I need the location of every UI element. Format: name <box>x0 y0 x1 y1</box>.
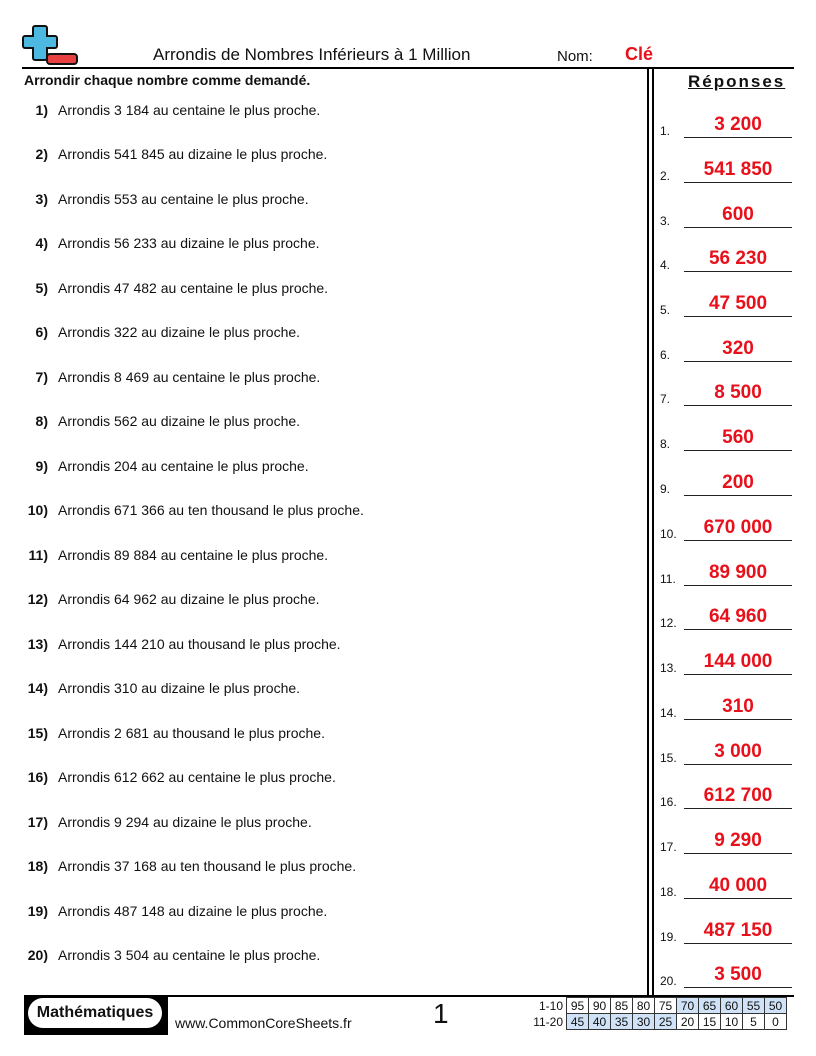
question-item <box>0 324 300 340</box>
answer-value: 47 500 <box>708 293 768 314</box>
question-text: Arrondis 487 148 au dizaine le plus proche. <box>58 903 328 919</box>
answer-number: 20. <box>660 974 677 988</box>
score-cell: 50 <box>765 998 787 1014</box>
score-cell: 80 <box>633 998 655 1014</box>
answer-line <box>684 271 792 272</box>
answer-line <box>684 585 792 586</box>
answer-line <box>684 405 792 406</box>
question-text: Arrondis 612 662 au centaine le plus proche. <box>58 769 336 785</box>
question-item <box>0 102 320 118</box>
answer-value: 144 000 <box>703 651 773 672</box>
question-number: 2) <box>35 146 48 162</box>
answer-item <box>660 108 800 138</box>
question-text: Arrondis 553 au centaine le plus proche. <box>58 191 309 207</box>
question-number: 14) <box>27 680 48 696</box>
score-cell: 0 <box>765 1014 787 1030</box>
question-item <box>0 725 325 741</box>
answer-value: 3 000 <box>714 741 762 762</box>
answer-value: 64 960 <box>708 606 768 627</box>
score-cell: 70 <box>677 998 699 1014</box>
answer-value: 3 200 <box>714 114 762 135</box>
answer-item <box>660 914 800 944</box>
answer-item <box>660 824 800 854</box>
question-text: Arrondis 2 681 au thousand le plus proche. <box>58 725 325 741</box>
question-item <box>0 191 309 207</box>
answer-value: 612 700 <box>703 785 773 806</box>
score-cell: 45 <box>567 1014 589 1030</box>
question-item <box>0 858 356 874</box>
answer-item <box>660 690 800 720</box>
question-text: Arrondis 37 168 au ten thousand le plus proche. <box>58 858 357 874</box>
answer-value: 487 150 <box>703 920 773 941</box>
question-text: Arrondis 562 au dizaine le plus proche. <box>58 413 301 429</box>
question-text: Arrondis 310 au dizaine le plus proche. <box>58 680 301 696</box>
question-text: Arrondis 89 884 au centaine le plus proche. <box>58 547 329 563</box>
answer-value: 3 500 <box>714 964 762 985</box>
score-row-label: 1-10 <box>538 998 563 1013</box>
question-number: 9) <box>35 458 48 474</box>
answer-line <box>684 361 792 362</box>
page-number: 1 <box>433 998 449 1029</box>
answer-value: 320 <box>722 338 754 359</box>
answer-value: 600 <box>722 204 754 225</box>
question-number: 15) <box>27 725 48 741</box>
answer-number: 16. <box>660 795 677 809</box>
question-text: Arrondis 9 294 au dizaine le plus proche. <box>58 814 312 830</box>
site-url: www.CommonCoreSheets.fr <box>175 1015 352 1031</box>
answer-value: 670 000 <box>703 517 773 538</box>
answer-line <box>684 227 792 228</box>
answers-header: Réponses <box>688 72 786 91</box>
answer-value: 200 <box>722 472 754 493</box>
column-divider <box>647 68 649 996</box>
answer-number: 11. <box>660 572 676 586</box>
score-table <box>525 997 787 1030</box>
answer-line <box>684 943 792 944</box>
answer-item <box>660 287 800 317</box>
question-item <box>0 458 309 474</box>
question-item <box>0 369 320 385</box>
score-cell: 30 <box>633 1014 655 1030</box>
question-item <box>0 769 336 785</box>
answer-number: 12. <box>660 616 677 630</box>
name-value: Clé <box>625 44 654 64</box>
question-number: 16) <box>27 769 48 785</box>
answer-line <box>684 853 792 854</box>
answer-line <box>684 674 792 675</box>
answer-value: 40 000 <box>708 875 768 896</box>
question-item <box>0 146 327 162</box>
question-text: Arrondis 3 504 au centaine le plus proche. <box>58 947 321 963</box>
answer-number: 4. <box>660 258 671 272</box>
answer-item <box>660 332 800 362</box>
question-text: Arrondis 144 210 au thousand le plus proche. <box>58 636 341 652</box>
question-item <box>0 591 320 607</box>
answer-item <box>660 869 800 899</box>
score-cell: 95 <box>567 998 589 1014</box>
question-text: Arrondis 47 482 au centaine le plus proche. <box>58 280 329 296</box>
answer-number: 8. <box>660 437 671 451</box>
answer-line <box>684 808 792 809</box>
question-number: 11) <box>28 547 48 563</box>
question-item <box>0 947 320 963</box>
answer-number: 1. <box>660 124 671 138</box>
question-number: 18) <box>27 858 48 874</box>
column-divider <box>652 68 654 996</box>
question-text: Arrondis 64 962 au dizaine le plus proche. <box>58 591 320 607</box>
answer-item <box>660 556 800 586</box>
question-number: 13) <box>27 636 48 652</box>
score-cell: 85 <box>611 998 633 1014</box>
answer-value: 560 <box>722 427 754 448</box>
question-number: 12) <box>27 591 48 607</box>
worksheet-title: Arrondis de Nombres Inférieurs à 1 Million <box>153 45 471 64</box>
answer-line <box>684 764 792 765</box>
question-number: 4) <box>35 235 48 251</box>
answer-number: 17. <box>660 840 677 854</box>
question-text: Arrondis 8 469 au centaine le plus proche. <box>58 369 321 385</box>
score-cell: 10 <box>721 1014 743 1030</box>
answer-number: 19. <box>660 930 677 944</box>
answer-item <box>660 645 800 675</box>
answer-number: 15. <box>660 751 677 765</box>
answer-item <box>660 511 800 541</box>
answer-line <box>684 182 792 183</box>
answer-line <box>684 316 792 317</box>
answer-line <box>684 137 792 138</box>
answer-number: 13. <box>660 661 677 675</box>
name-label: Nom: <box>557 48 593 65</box>
score-cell: 65 <box>699 998 721 1014</box>
score-row <box>525 998 787 1014</box>
question-number: 17) <box>27 814 48 830</box>
answer-item <box>660 198 800 228</box>
logo-icon <box>22 24 80 66</box>
question-item <box>0 680 300 696</box>
answer-number: 10. <box>660 527 677 541</box>
answer-item <box>660 958 800 988</box>
answer-line <box>684 719 792 720</box>
answer-value: 9 290 <box>714 830 762 851</box>
question-text: Arrondis 3 184 au centaine le plus proche. <box>58 102 321 118</box>
question-item <box>0 235 320 251</box>
score-row <box>525 1014 787 1030</box>
question-item <box>0 814 312 830</box>
answer-value: 541 850 <box>703 159 773 180</box>
answer-number: 5. <box>660 303 671 317</box>
answer-line <box>684 629 792 630</box>
question-number: 5) <box>35 280 48 296</box>
answer-number: 9. <box>660 482 671 496</box>
answer-item <box>660 242 800 272</box>
question-item <box>0 502 364 518</box>
score-cell: 60 <box>721 998 743 1014</box>
question-number: 19) <box>27 903 48 919</box>
answer-item <box>660 376 800 406</box>
score-cell: 35 <box>611 1014 633 1030</box>
answer-item <box>660 466 800 496</box>
question-number: 6) <box>35 324 48 340</box>
answer-item <box>660 153 800 183</box>
question-item <box>0 547 328 563</box>
question-number: 3) <box>35 191 48 207</box>
answer-number: 14. <box>660 706 677 720</box>
answer-value: 310 <box>722 696 754 717</box>
question-text: Arrondis 541 845 au dizaine le plus proche. <box>58 146 328 162</box>
answer-number: 6. <box>660 348 671 362</box>
question-text: Arrondis 56 233 au dizaine le plus proche. <box>58 235 320 251</box>
answer-item <box>660 735 800 765</box>
answer-value: 8 500 <box>714 382 762 403</box>
answer-line <box>684 450 792 451</box>
answer-value: 89 900 <box>708 562 768 583</box>
answer-line <box>684 898 792 899</box>
score-cell: 55 <box>743 998 765 1014</box>
answer-number: 2. <box>660 169 671 183</box>
answer-number: 18. <box>660 885 677 899</box>
score-cell: 25 <box>655 1014 677 1030</box>
header-rule <box>22 67 794 69</box>
answer-line <box>684 540 792 541</box>
answer-number: 3. <box>660 214 671 228</box>
score-cell: 20 <box>677 1014 699 1030</box>
question-item <box>0 413 300 429</box>
score-cell: 75 <box>655 998 677 1014</box>
score-row-label: 11-20 <box>533 1014 563 1029</box>
question-item <box>0 636 341 652</box>
question-number: 8) <box>35 413 48 429</box>
question-item <box>0 903 327 919</box>
question-text: Arrondis 322 au dizaine le plus proche. <box>58 324 301 340</box>
answer-line <box>684 495 792 496</box>
answer-number: 7. <box>660 392 671 406</box>
instructions: Arrondir chaque nombre comme demandé. <box>24 72 311 88</box>
question-number: 1) <box>35 102 48 118</box>
score-cell: 15 <box>699 1014 721 1030</box>
answer-line <box>684 987 792 988</box>
question-item <box>0 280 328 296</box>
question-number: 20) <box>27 947 48 963</box>
answer-item <box>660 421 800 451</box>
score-cell: 5 <box>743 1014 765 1030</box>
question-number: 7) <box>35 369 48 385</box>
answer-value: 56 230 <box>708 248 768 269</box>
answer-item <box>660 779 800 809</box>
question-text: Arrondis 204 au centaine le plus proche. <box>58 458 309 474</box>
question-number: 10) <box>27 502 48 518</box>
brand-badge: Mathématiques <box>28 998 162 1028</box>
score-cell: 40 <box>589 1014 611 1030</box>
answer-item <box>660 600 800 630</box>
score-cell: 90 <box>589 998 611 1014</box>
question-text: Arrondis 671 366 au ten thousand le plus proche. <box>58 502 364 518</box>
